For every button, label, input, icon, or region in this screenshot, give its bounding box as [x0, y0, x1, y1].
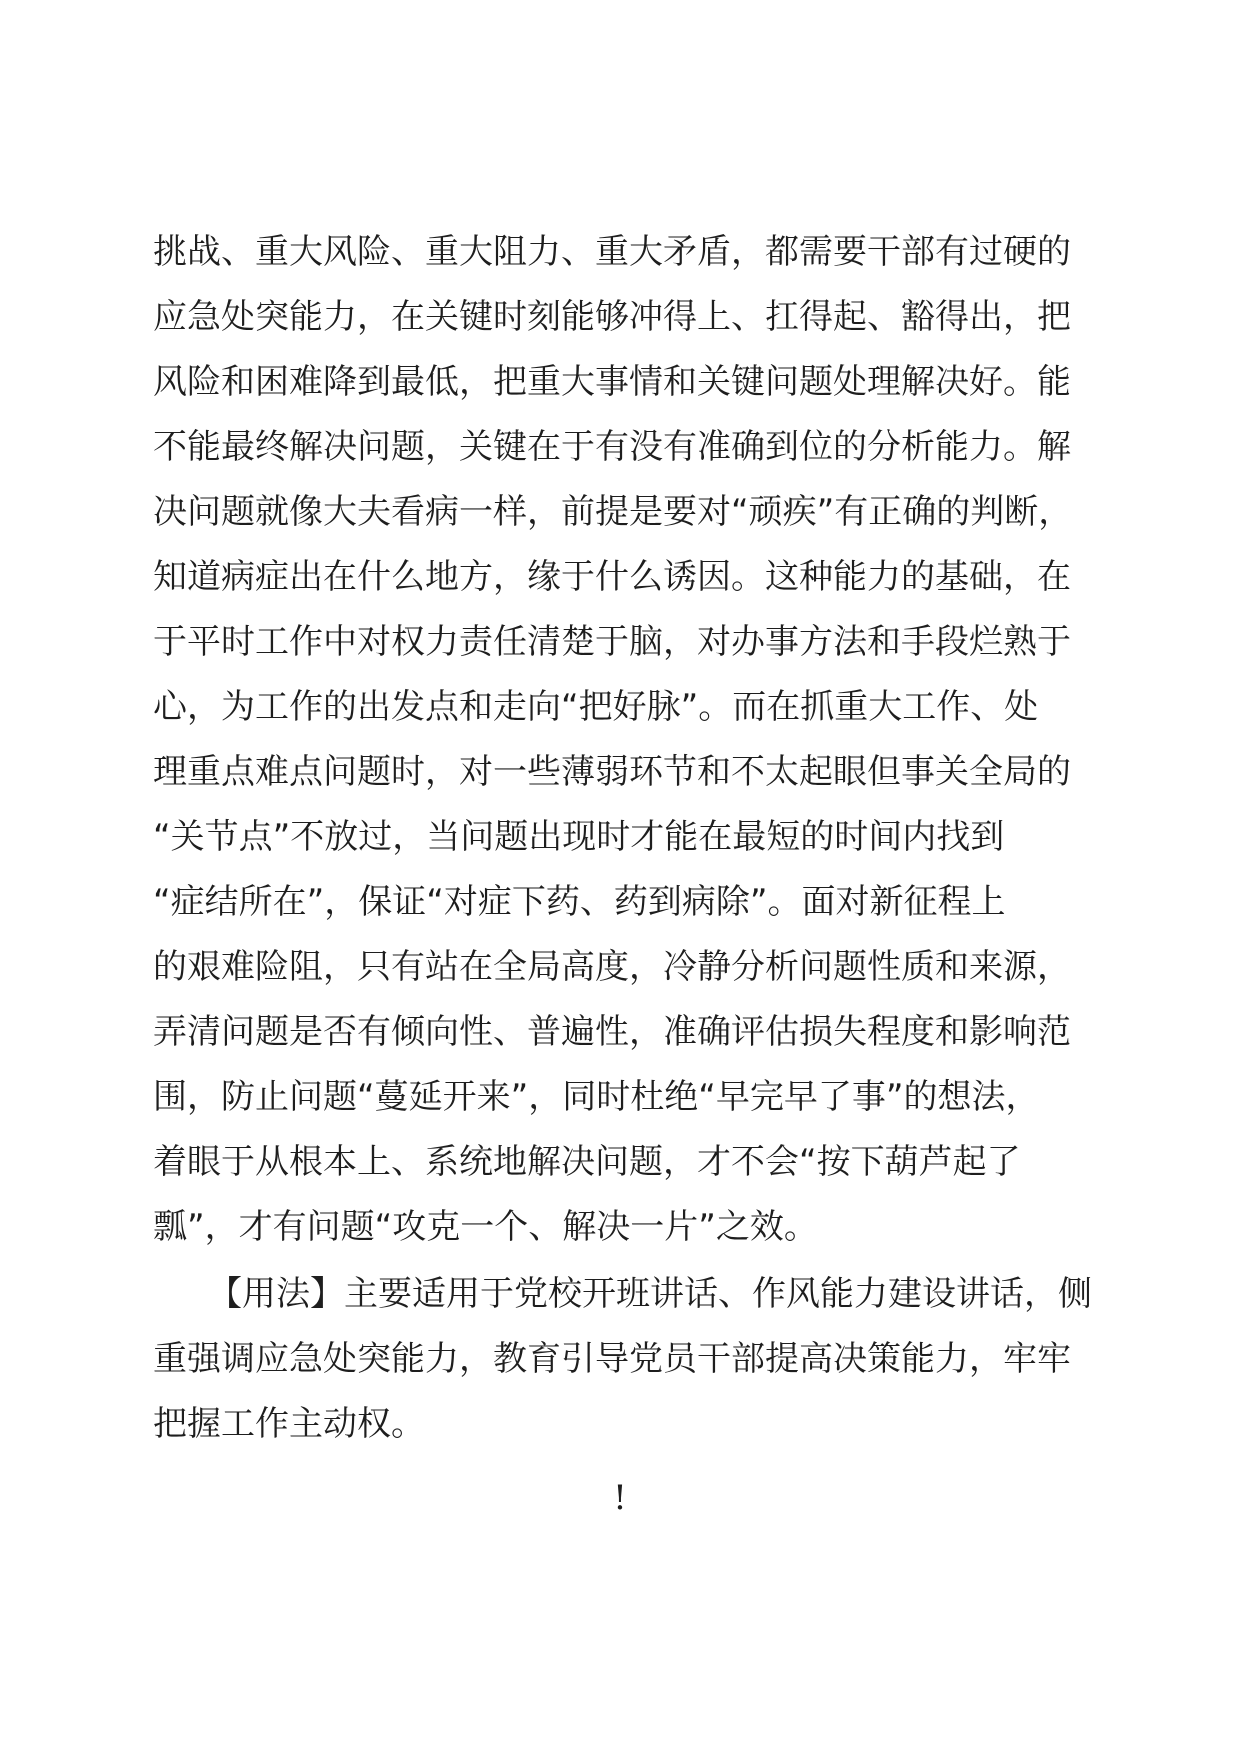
paragraph-line: 着眼于从根本上、系统地解决问题，才不会“按下葫芦起了 — [153, 1142, 1021, 1182]
main-paragraph — [153, 220, 1113, 1260]
paragraph-line: 理重点难点问题时，对一些薄弱环节和不太起眼但事关全局的 — [153, 752, 1071, 792]
usage-line: 把握工作主动权。 — [153, 1404, 425, 1444]
paragraph-line: “症结所在”，保证“对症下药、药到病除”。面对新征程上 — [153, 882, 1006, 922]
paragraph-line: 决问题就像大夫看病一样，前提是要对“顽疾”有正确的判断， — [153, 492, 1073, 532]
usage-line: 【用法】主要适用于党校开班讲话、作风能力建设讲话，侧 — [208, 1274, 1092, 1314]
paragraph-line: “关节点”不放过，当问题出现时才能在最短的时间内找到 — [153, 817, 1005, 857]
paragraph-line: 应急处突能力，在关键时刻能够冲得上、扛得起、豁得出，把 — [153, 297, 1071, 337]
usage-line: 重强调应急处突能力，教育引导党员干部提高决策能力，牢牢 — [153, 1339, 1071, 1379]
paragraph-line: 风险和困难降到最低，把重大事情和关键问题处理解决好。能 — [153, 362, 1071, 402]
page-footer-mark: ! — [613, 1478, 627, 1518]
paragraph-line: 挑战、重大风险、重大阻力、重大矛盾，都需要干部有过硬的 — [153, 232, 1071, 272]
paragraph-line: 不能最终解决问题，关键在于有没有准确到位的分析能力。解 — [153, 427, 1071, 467]
usage-paragraph — [153, 1262, 1113, 1457]
paragraph-line: 的艰难险阻，只有站在全局高度，冷静分析问题性质和来源， — [153, 947, 1071, 987]
paragraph-line: 瓢”，才有问题“攻克一个、解决一片”之效。 — [153, 1207, 818, 1247]
paragraph-line: 于平时工作中对权力责任清楚于脑，对办事方法和手段烂熟于 — [153, 622, 1071, 662]
paragraph-line: 弄清问题是否有倾向性、普遍性，准确评估损失程度和影响范 — [153, 1012, 1071, 1052]
paragraph-line: 围，防止问题“蔓延开来”，同时杜绝“早完早了事”的想法， — [153, 1077, 1040, 1117]
paragraph-line: 心，为工作的出发点和走向“把好脉”。而在抓重大工作、处 — [153, 687, 1039, 727]
paragraph-line: 知道病症出在什么地方，缘于什么诱因。这种能力的基础，在 — [153, 557, 1071, 597]
